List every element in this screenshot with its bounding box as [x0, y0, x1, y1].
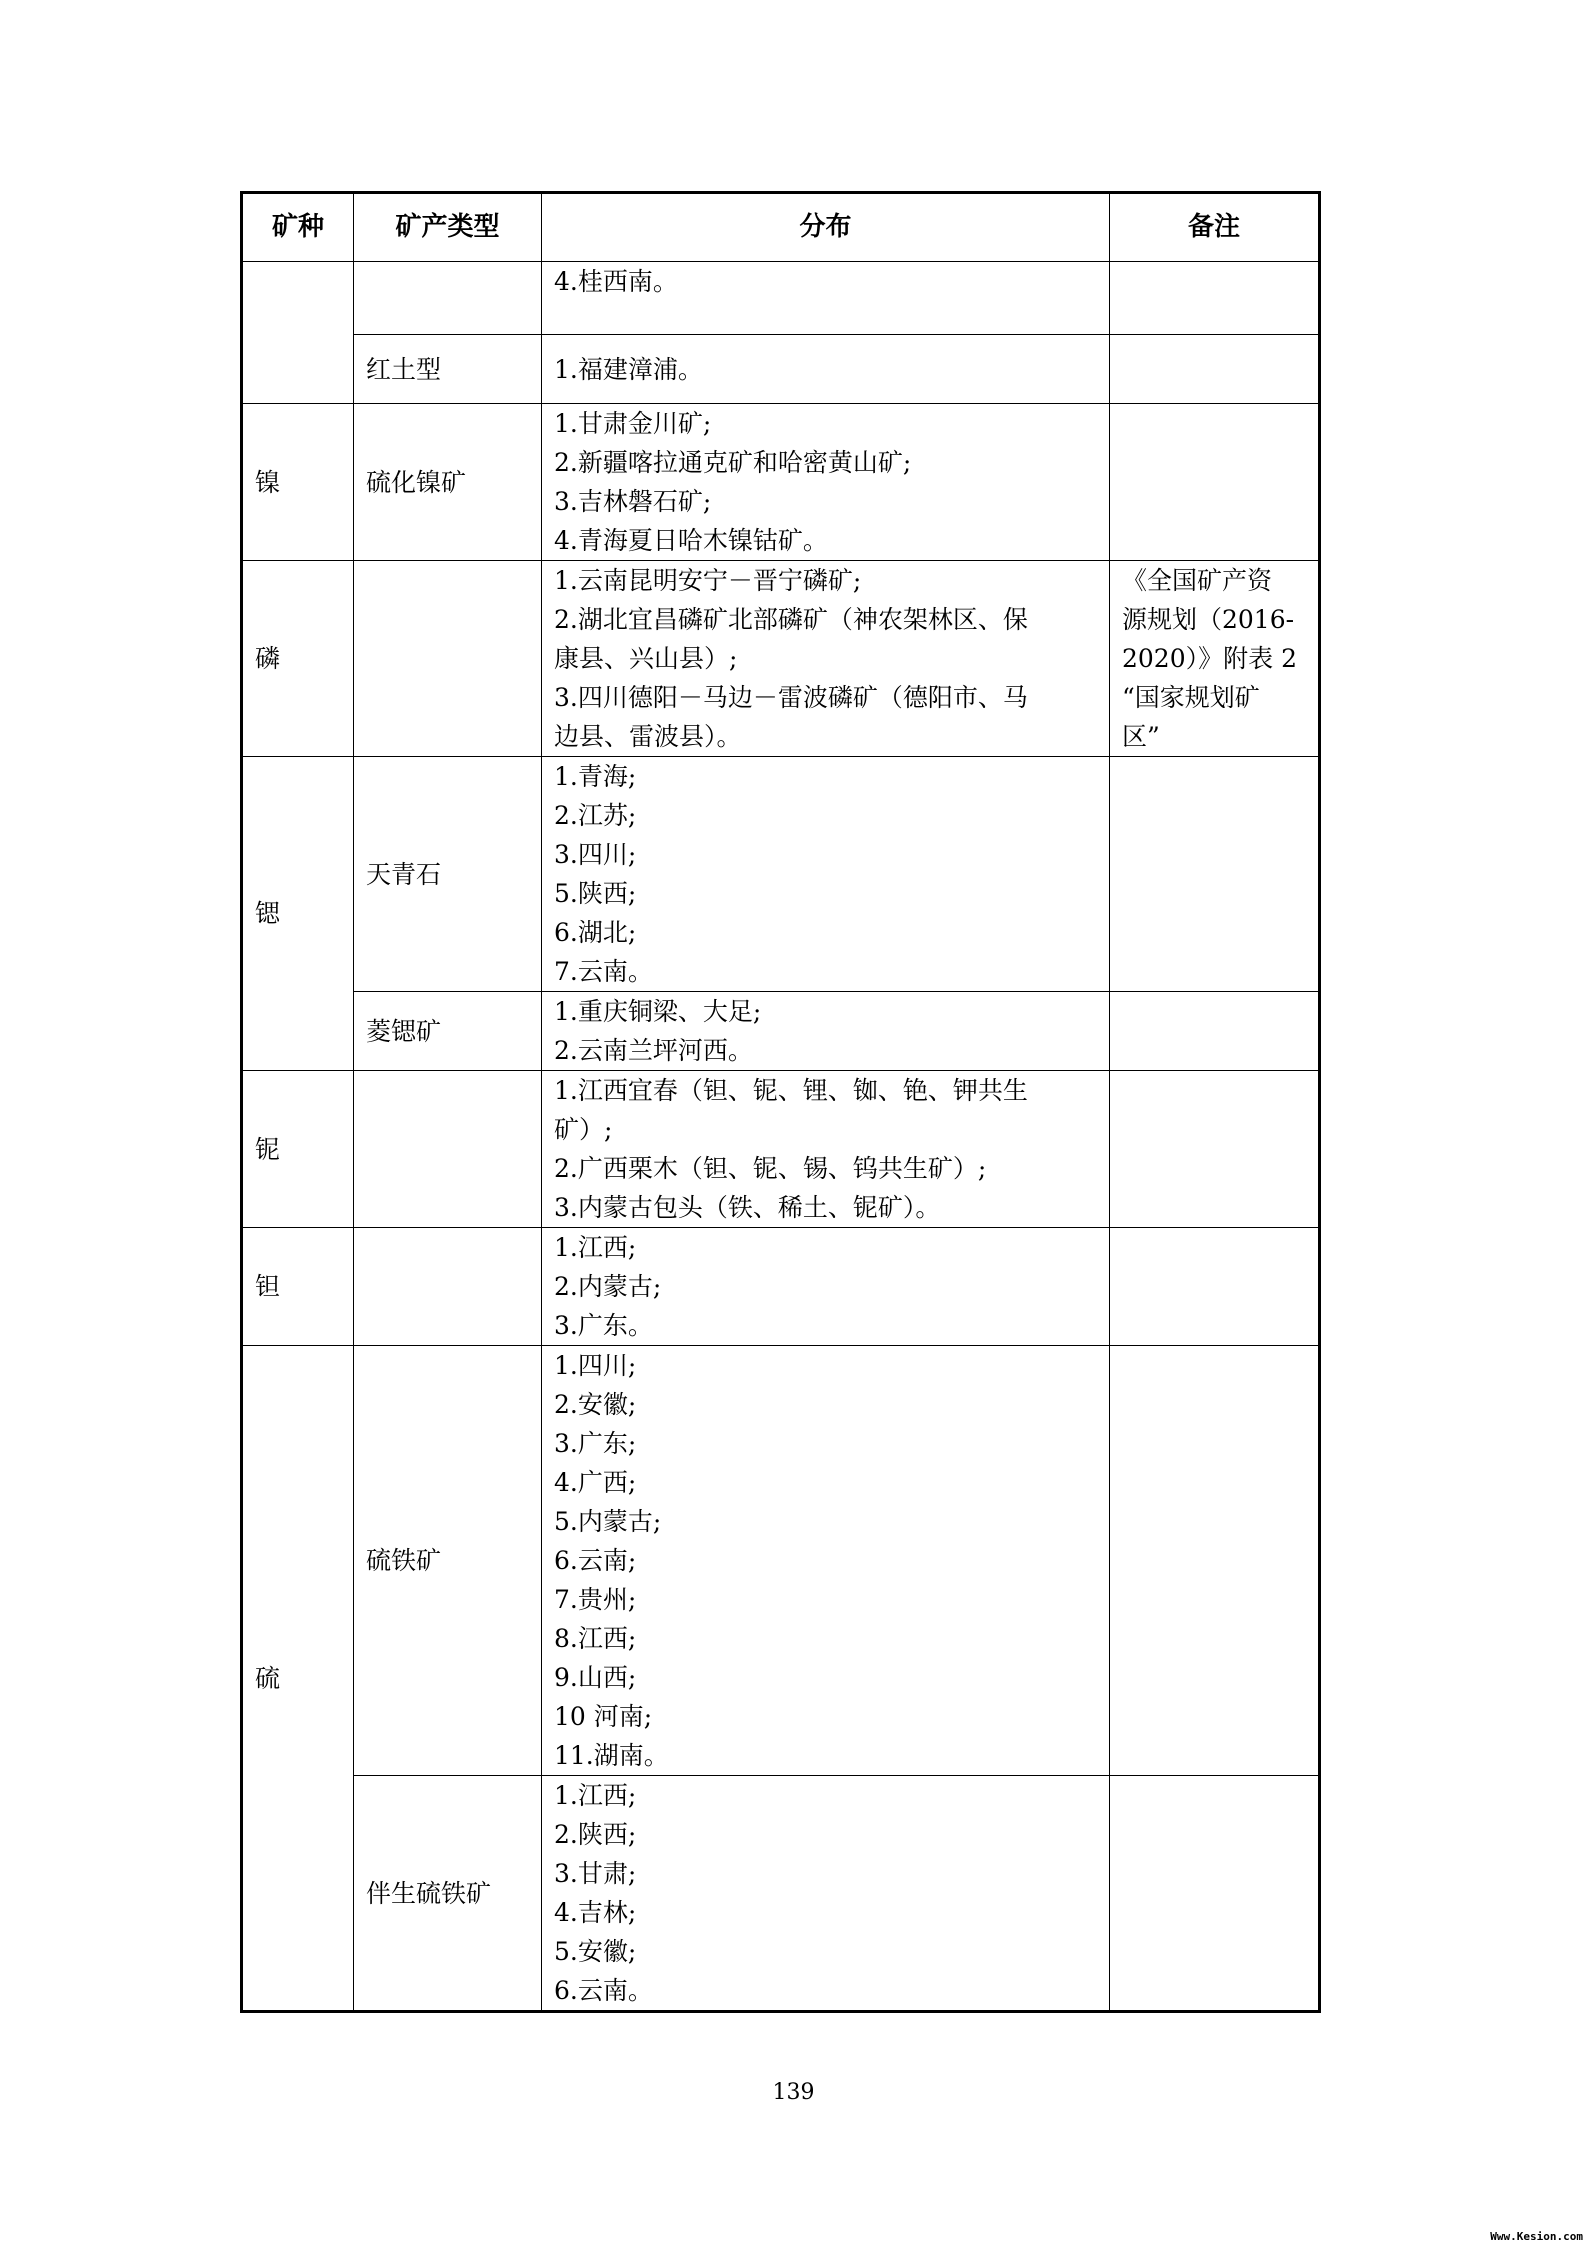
distribution-line: 4.广西; — [554, 1468, 637, 1497]
type-cell — [354, 262, 542, 335]
table-row — [242, 335, 1320, 404]
distribution-line: 3.广东; — [554, 1429, 637, 1458]
note-cell — [1110, 992, 1320, 1071]
distribution-line: 1.云南昆明安宁－晋宁磷矿; — [554, 566, 862, 595]
distribution-line: 2.江苏; — [554, 801, 637, 830]
note-cell — [1110, 335, 1320, 404]
type-cell: 伴生硫铁矿 — [354, 1776, 542, 2012]
distribution-line: 1.青海; — [554, 762, 637, 791]
distribution-cell — [542, 757, 1110, 992]
note-cell — [1110, 757, 1320, 992]
note-cell — [1110, 1346, 1320, 1776]
header-type: 矿产类型 — [354, 193, 542, 262]
table-row — [242, 404, 1320, 561]
type-cell: 天青石 — [354, 757, 542, 992]
mineral-cell: 磷 — [242, 561, 354, 757]
type-cell: 硫铁矿 — [354, 1346, 542, 1776]
distribution-line: 7.贵州; — [554, 1585, 637, 1614]
note-line: 源规划（2016- — [1122, 605, 1295, 634]
note-line: 区” — [1122, 722, 1160, 751]
mineral-cell: 镍 — [242, 404, 354, 561]
type-cell: 红土型 — [354, 335, 542, 404]
distribution-line: 1.江西; — [554, 1781, 637, 1810]
distribution-line: 7.云南。 — [554, 957, 653, 986]
note-cell — [1110, 561, 1320, 757]
table-row — [242, 757, 1320, 992]
distribution-cell — [542, 1776, 1110, 2012]
distribution-line: 2.安徽; — [554, 1390, 637, 1419]
note-line: 2020）》附表 2 — [1122, 644, 1297, 673]
distribution-line: 3.吉林磐石矿; — [554, 487, 712, 516]
distribution-cell — [542, 1071, 1110, 1228]
header-mineral: 矿种 — [242, 193, 354, 262]
distribution-cell — [542, 561, 1110, 757]
distribution-line: 矿）; — [554, 1115, 613, 1144]
distribution-line: 1.福建漳浦。 — [554, 354, 703, 384]
distribution-line: 6.云南。 — [554, 1976, 653, 2005]
distribution-cell — [542, 335, 1110, 404]
distribution-line: 11.湖南。 — [554, 1741, 669, 1770]
table-row — [242, 1071, 1320, 1228]
table-row — [242, 1346, 1320, 1776]
distribution-line: 3.甘肃; — [554, 1859, 637, 1888]
distribution-line: 5.内蒙古; — [554, 1507, 662, 1536]
mineral-cell — [242, 262, 354, 404]
watermark: Www.Kesion.com — [1490, 2230, 1583, 2243]
distribution-line: 3.广东。 — [554, 1311, 653, 1340]
distribution-line: 1.江西宜春（钽、铌、锂、铷、铯、钾共生 — [554, 1076, 1028, 1105]
note-cell — [1110, 1228, 1320, 1346]
distribution-line: 2.湖北宜昌磷矿北部磷矿（神农架林区、保 — [554, 605, 1028, 634]
distribution-line: 8.江西; — [554, 1624, 637, 1653]
header-distribution: 分布 — [542, 193, 1110, 262]
distribution-line: 5.陕西; — [554, 879, 637, 908]
distribution-line: 1.甘肃金川矿; — [554, 409, 712, 438]
note-cell — [1110, 262, 1320, 335]
distribution-cell — [542, 1346, 1110, 1776]
distribution-cell — [542, 1228, 1110, 1346]
note-line: “国家规划矿 — [1122, 683, 1260, 712]
distribution-line: 康县、兴山县）; — [554, 644, 738, 673]
distribution-line: 2.陕西; — [554, 1820, 637, 1849]
note-cell — [1110, 404, 1320, 561]
header-row — [242, 193, 1320, 262]
distribution-line: 3.内蒙古包头（铁、稀土、铌矿）。 — [554, 1193, 941, 1222]
distribution-line: 4.桂西南。 — [554, 267, 678, 296]
distribution-line: 2.新疆喀拉通克矿和哈密黄山矿; — [554, 448, 912, 477]
page-number: 139 — [772, 2080, 815, 2105]
mineral-cell: 锶 — [242, 757, 354, 1071]
distribution-cell — [542, 404, 1110, 561]
note-cell — [1110, 1776, 1320, 2012]
distribution-line: 4.青海夏日哈木镍钴矿。 — [554, 526, 828, 555]
distribution-line: 边县、雷波县）。 — [554, 722, 742, 751]
distribution-line: 1.四川; — [554, 1351, 637, 1380]
distribution-line: 5.安徽; — [554, 1937, 637, 1966]
distribution-line: 2.内蒙古; — [554, 1272, 662, 1301]
mineral-distribution-table — [240, 191, 1321, 2013]
mineral-cell: 铌 — [242, 1071, 354, 1228]
mineral-cell: 钽 — [242, 1228, 354, 1346]
table-row — [242, 1776, 1320, 2012]
note-line: 《全国矿产资 — [1122, 566, 1273, 595]
type-cell: 硫化镍矿 — [354, 404, 542, 561]
distribution-line: 10 河南; — [554, 1702, 653, 1731]
distribution-line: 4.吉林; — [554, 1898, 637, 1927]
mineral-cell: 硫 — [242, 1346, 354, 2012]
distribution-line: 2.云南兰坪河西。 — [554, 1036, 753, 1065]
table-row — [242, 992, 1320, 1071]
note-cell — [1110, 1071, 1320, 1228]
distribution-cell — [542, 262, 1110, 335]
type-cell: 菱锶矿 — [354, 992, 542, 1071]
distribution-line: 1.江西; — [554, 1233, 637, 1262]
table-row — [242, 262, 1320, 335]
distribution-line: 3.四川德阳－马边－雷波磷矿（德阳市、马 — [554, 683, 1028, 712]
distribution-cell — [542, 992, 1110, 1071]
distribution-line: 3.四川; — [554, 840, 637, 869]
type-cell — [354, 1071, 542, 1228]
distribution-line: 6.湖北; — [554, 918, 637, 947]
distribution-line: 1.重庆铜梁、大足; — [554, 997, 762, 1026]
table-row — [242, 1228, 1320, 1346]
type-cell — [354, 561, 542, 757]
type-cell — [354, 1228, 542, 1346]
distribution-line: 6.云南; — [554, 1546, 637, 1575]
distribution-line: 2.广西栗木（钽、铌、锡、钨共生矿）; — [554, 1154, 987, 1183]
table-row — [242, 561, 1320, 757]
header-note: 备注 — [1110, 193, 1320, 262]
distribution-line: 9.山西; — [554, 1663, 637, 1692]
